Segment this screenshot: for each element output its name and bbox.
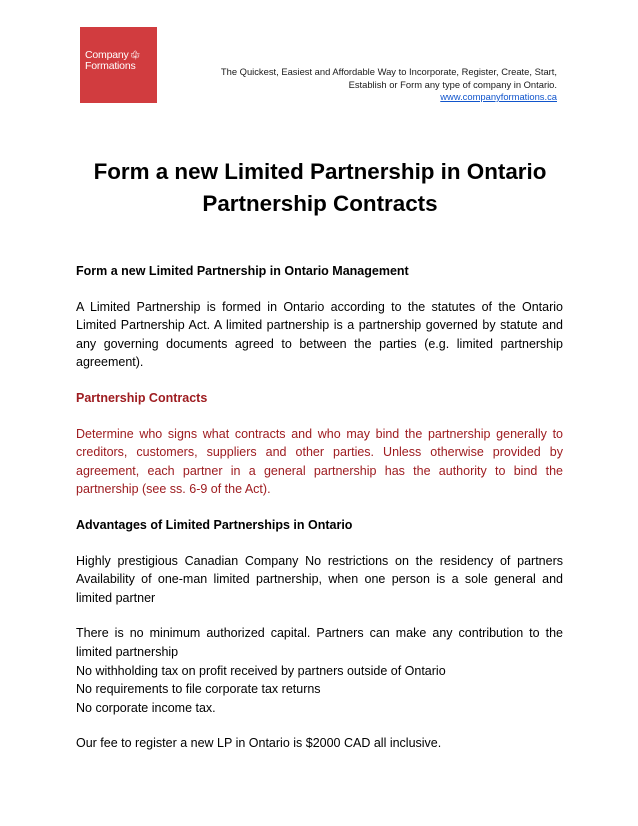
contracts-paragraph: Determine who signs what contracts and who may bind the partnership generally to creditors, customers, suppliers and other parties. Unless otherwise provided by agreement, each partner in a general partnership has the authority to bind the partnership (see ss. 6-9 of the Act).	[76, 426, 563, 497]
website-link[interactable]: www.companyformations.ca	[440, 91, 557, 102]
management-heading: Form a new Limited Partnership in Ontario Management	[76, 264, 409, 278]
page-title	[60, 156, 580, 220]
logo-text-company: Company🍁︎	[85, 49, 141, 61]
tagline-line-2: Establish or Form any type of company in Ontario.	[348, 78, 557, 90]
header-tagline	[180, 66, 557, 104]
management-paragraph: A Limited Partnership is formed in Ontario according to the statutes of the Ontario Limited Partnership Act. A limited partnership is a partnership governed by statute and any governing documents agreed to between the parties (e.g. limited partnership agreement).	[76, 299, 563, 370]
company-formations-logo	[80, 27, 157, 103]
logo-text-formations: Formations	[85, 60, 136, 72]
maple-leaf-icon: 🍁︎	[129, 50, 141, 60]
page-title-line-1: Form a new Limited Partnership in Ontario	[93, 159, 547, 184]
page-title-line-2: Partnership Contracts	[202, 191, 438, 216]
tagline-line-1: The Quickest, Easiest and Affordable Way to Incorporate, Register, Create, Start,	[220, 66, 557, 77]
advantages-paragraph-2: There is no minimum authorized capital. Partners can make any contribution to the limited partnership	[76, 626, 563, 659]
advantage-no-withholding-tax: No withholding tax on profit received by partners outside of Ontario	[76, 663, 446, 678]
advantages-paragraph-1: Highly prestigious Canadian Company No restrictions on the residency of partners Availability of one-man limited partnership, when one person is a sole general and limited partner	[76, 553, 563, 605]
advantage-no-tax-returns: No requirements to file corporate tax returns	[76, 682, 321, 697]
advantage-no-income-tax: No corporate income tax.	[76, 700, 216, 715]
fee-statement: Our fee to register a new LP in Ontario is $2000 CAD all inclusive.	[76, 736, 442, 751]
document-body	[76, 262, 563, 753]
advantages-heading: Advantages of Limited Partnerships in Ontario	[76, 517, 353, 532]
contracts-heading: Partnership Contracts	[76, 390, 208, 405]
